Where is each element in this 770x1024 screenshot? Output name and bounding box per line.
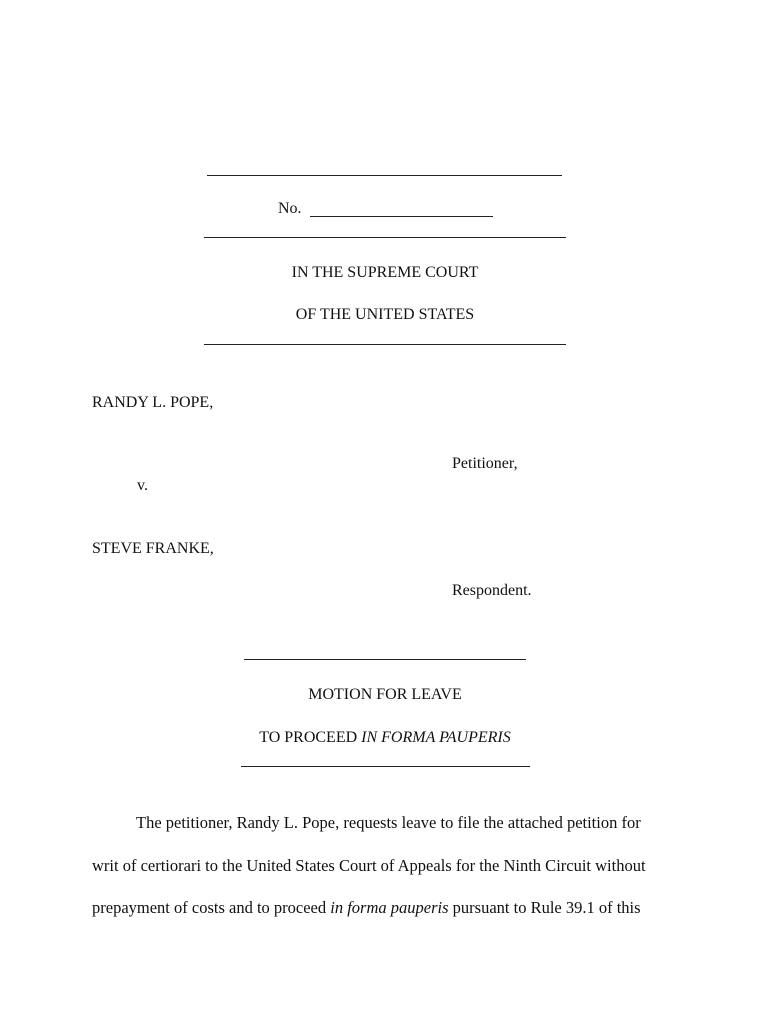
docket-number-line <box>278 200 302 218</box>
docket-label: No. <box>278 200 302 217</box>
court-name-line2: OF THE UNITED STATES <box>295 306 475 323</box>
body-line-3 <box>92 898 641 918</box>
motion-title-prefix: TO PROCEED <box>259 729 358 746</box>
petitioner-role: Petitioner, <box>452 455 518 472</box>
motion-bottom-rule <box>241 766 530 767</box>
motion-title-line2 <box>204 729 566 747</box>
body-line-3-prefix: prepayment of costs and to proceed <box>92 898 327 917</box>
docket-number-blank <box>310 216 493 217</box>
body-line-1: The petitioner, Randy L. Pope, requests leave to file the attached petition for <box>136 813 641 832</box>
body-line-3-italic: in forma pauperis <box>330 898 449 917</box>
top-rule <box>207 175 562 176</box>
court-name-line1: IN THE SUPREME COURT <box>291 264 479 281</box>
petitioner-name: RANDY L. POPE, <box>92 394 214 411</box>
body-line-3-suffix: pursuant to Rule 39.1 of this <box>452 898 641 917</box>
motion-top-rule <box>244 659 526 660</box>
motion-title-line1: MOTION FOR LEAVE <box>308 686 462 703</box>
motion-title-italic: IN FORMA PAUPERIS <box>361 729 511 746</box>
versus: v. <box>137 477 148 494</box>
court-top-rule <box>204 237 566 238</box>
court-bottom-rule <box>204 344 566 345</box>
body-line-2: writ of certiorari to the United States Court of Appeals for the Ninth Circuit without <box>92 856 646 875</box>
respondent-role: Respondent. <box>452 582 532 599</box>
respondent-name: STEVE FRANKE, <box>92 540 214 557</box>
